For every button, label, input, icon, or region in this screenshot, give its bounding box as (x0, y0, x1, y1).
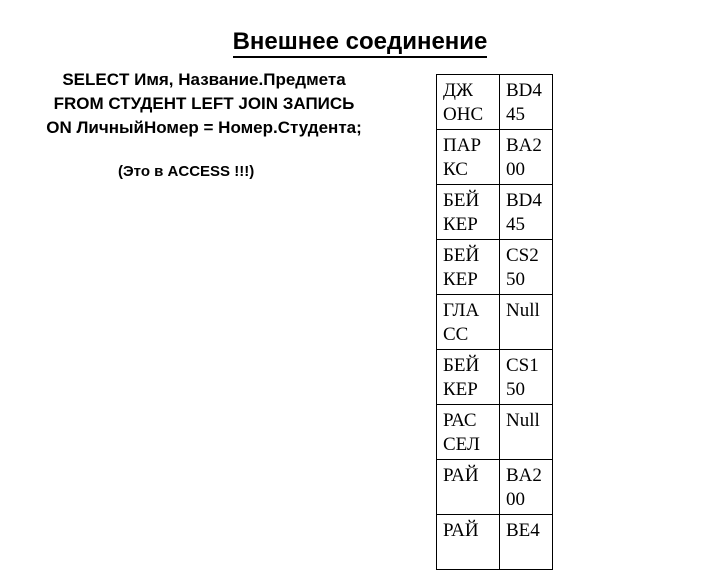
table-row (437, 515, 553, 570)
name-cell: ДЖ ОНС (437, 75, 500, 130)
result-table (436, 74, 553, 570)
name-cell: ГЛА СС (437, 295, 500, 350)
sql-line-on: ON ЛичныйНомер = Номер.Студента; (46, 118, 362, 137)
table-row (437, 460, 553, 515)
name-cell: РАЙ (437, 460, 500, 515)
name-cell: БЕЙ КЕР (437, 185, 500, 240)
subject-cell: CS2 50 (500, 240, 553, 295)
table-row (437, 405, 553, 460)
table-row (437, 75, 553, 130)
name-cell: РАЙ (437, 515, 500, 570)
subject-cell: BA2 00 (500, 460, 553, 515)
table-row (437, 295, 553, 350)
slide-title-text: Внешнее соединение (233, 28, 488, 58)
sql-line-select: SELECT Имя, Название.Предмета (62, 70, 346, 89)
subject-cell: Null (500, 295, 553, 350)
name-cell: ПАР КС (437, 130, 500, 185)
subject-cell: BA2 00 (500, 130, 553, 185)
access-note: (Это в ACCESS !!!) (118, 163, 255, 180)
table-row (437, 240, 553, 295)
subject-cell: BD4 45 (500, 75, 553, 130)
slide-title (0, 28, 720, 56)
name-cell: БЕЙ КЕР (437, 240, 500, 295)
subject-cell: Null (500, 405, 553, 460)
subject-cell: BD4 45 (500, 185, 553, 240)
subject-cell: BE4 (500, 515, 553, 570)
name-cell: БЕЙ КЕР (437, 350, 500, 405)
sql-query (14, 68, 394, 140)
sql-line-from: FROM СТУДЕНТ LEFT JOIN ЗАПИСЬ (53, 94, 355, 113)
subject-cell: CS1 50 (500, 350, 553, 405)
table-row (437, 350, 553, 405)
name-cell: РАС СЕЛ (437, 405, 500, 460)
table-row (437, 130, 553, 185)
table-row (437, 185, 553, 240)
